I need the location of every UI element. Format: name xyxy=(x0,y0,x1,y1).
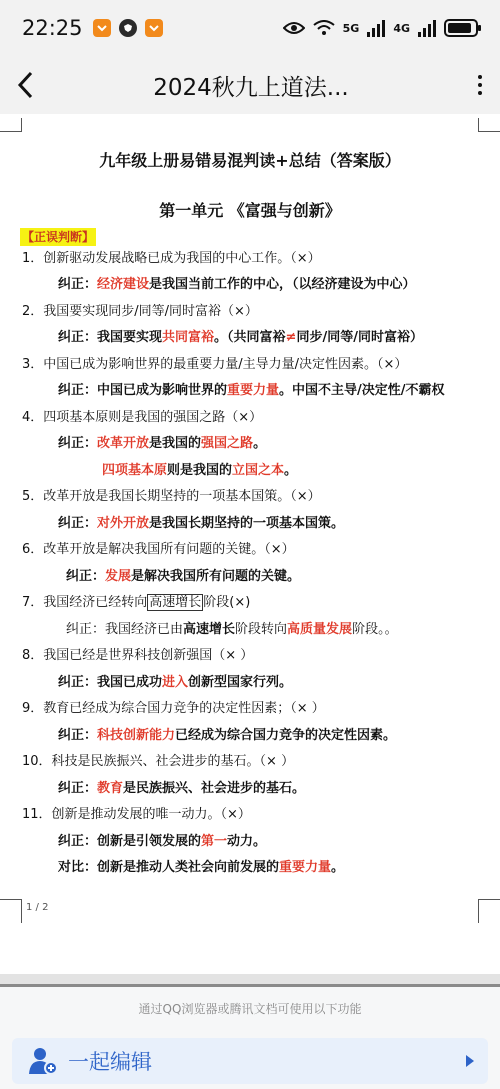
answer-10: 纠正：教育是民族振兴、社会进步的基石。 xyxy=(58,781,306,796)
question-9: 9．教育已经成为综合国力竞争的决定性因素；（× ） xyxy=(22,701,325,716)
status-right-group xyxy=(283,19,478,37)
question-5: 5．改革开放是我国长期坚持的一项基本国策。（×） xyxy=(22,489,321,504)
app-notification-icon xyxy=(93,19,111,37)
top-toolbar xyxy=(0,56,500,114)
play-arrow-icon xyxy=(466,1055,474,1067)
divider xyxy=(0,984,500,987)
question-8: 8．我国已经是世界科技创新强国（× ） xyxy=(22,648,254,663)
document-viewer[interactable] xyxy=(0,114,500,984)
crop-mark xyxy=(0,899,22,923)
answer-8: 纠正：我国已成功进入创新型国家行列。 xyxy=(58,675,293,690)
question-10: 10．科技是民族振兴、社会进步的基石。（× ） xyxy=(22,754,295,769)
answer-11-compare: 对比：创新是推动人类社会向前发展的重要力量。 xyxy=(58,860,345,875)
crop-mark xyxy=(478,118,500,132)
question-2: 2．我国要实现同步/同等/同时富裕（×） xyxy=(22,304,258,319)
section-tag: 【正误判断】 xyxy=(22,230,95,244)
unit-heading: 第一单元 《富强与创新》 xyxy=(159,201,341,220)
back-arrow-icon[interactable] xyxy=(0,56,52,114)
bottom-panel xyxy=(0,984,500,1089)
status-time: 22:25 xyxy=(22,16,83,40)
document-page xyxy=(0,114,500,974)
answer-11: 纠正：创新是引领发展的第一动力。 xyxy=(58,834,267,849)
wifi-icon xyxy=(313,20,335,36)
question-7: 7．我国经济已经转向 高速增长 阶段(×) xyxy=(22,595,251,610)
answer-9: 纠正：科技创新能力已经成为综合国力竞争的决定性因素。 xyxy=(58,728,397,743)
question-11: 11．创新是推动发展的唯一动力。（×） xyxy=(22,807,251,822)
page-number: 1 / 2 xyxy=(26,902,49,913)
network-4g-label: 4G xyxy=(393,21,410,35)
question-4: 4．四项基本原则是我国的强国之路（×） xyxy=(22,410,263,425)
answer-7: 纠正：我国经济已由高速增长阶段转向高质量发展阶段。。 xyxy=(66,622,398,637)
question-6: 6．改革开放是解决我国所有问题的关键。（×） xyxy=(22,542,295,557)
signal-icon xyxy=(418,19,436,37)
answer-6: 纠正：发展是解决我国所有问题的关键。 xyxy=(66,569,301,584)
co-edit-button[interactable] xyxy=(12,1038,488,1084)
crop-mark xyxy=(478,899,500,923)
feature-hint: 通过QQ浏览器或腾讯文档可使用以下功能 xyxy=(138,1002,362,1016)
co-edit-label: 一起编辑 xyxy=(68,1050,152,1074)
answer-1: 纠正：经济建设是我国当前工作的中心，（以经济建设为中心） xyxy=(58,277,416,292)
answer-3: 纠正：中国已成为影响世界的重要力量。中国不主导/决定性/不霸权 xyxy=(58,383,445,398)
answer-2: 纠正：我国要实现共同富裕。（共同富裕≠同步/同等/同时富裕） xyxy=(58,330,423,345)
signal-icon xyxy=(367,19,385,37)
answer-5: 纠正：对外开放是我国长期坚持的一项基本国策。 xyxy=(58,516,345,531)
more-menu-icon[interactable] xyxy=(460,56,500,114)
battery-icon xyxy=(444,19,478,37)
shield-icon xyxy=(119,19,137,37)
eye-icon xyxy=(283,21,305,35)
status-bar xyxy=(0,0,500,56)
network-5g-label: 5G xyxy=(342,21,360,35)
answer-4-extra: 四项基本原则是我国的立国之本。 xyxy=(102,463,298,478)
question-1: 1．创新驱动发展战略已成为我国的中心工作。（×） xyxy=(22,251,321,266)
page-heading: 九年级上册易错易混判读+总结（答案版） xyxy=(99,151,401,170)
crop-mark xyxy=(0,118,22,132)
document-title: 2024秋九上道法... xyxy=(153,74,349,101)
add-user-icon xyxy=(28,1046,58,1076)
answer-4: 纠正：改革开放是我国的强国之路。 xyxy=(58,436,267,451)
question-3: 3．中国已成为影响世界的最重要力量/主导力量/决定性因素。（×） xyxy=(22,357,408,372)
app-notification-icon xyxy=(145,19,163,37)
